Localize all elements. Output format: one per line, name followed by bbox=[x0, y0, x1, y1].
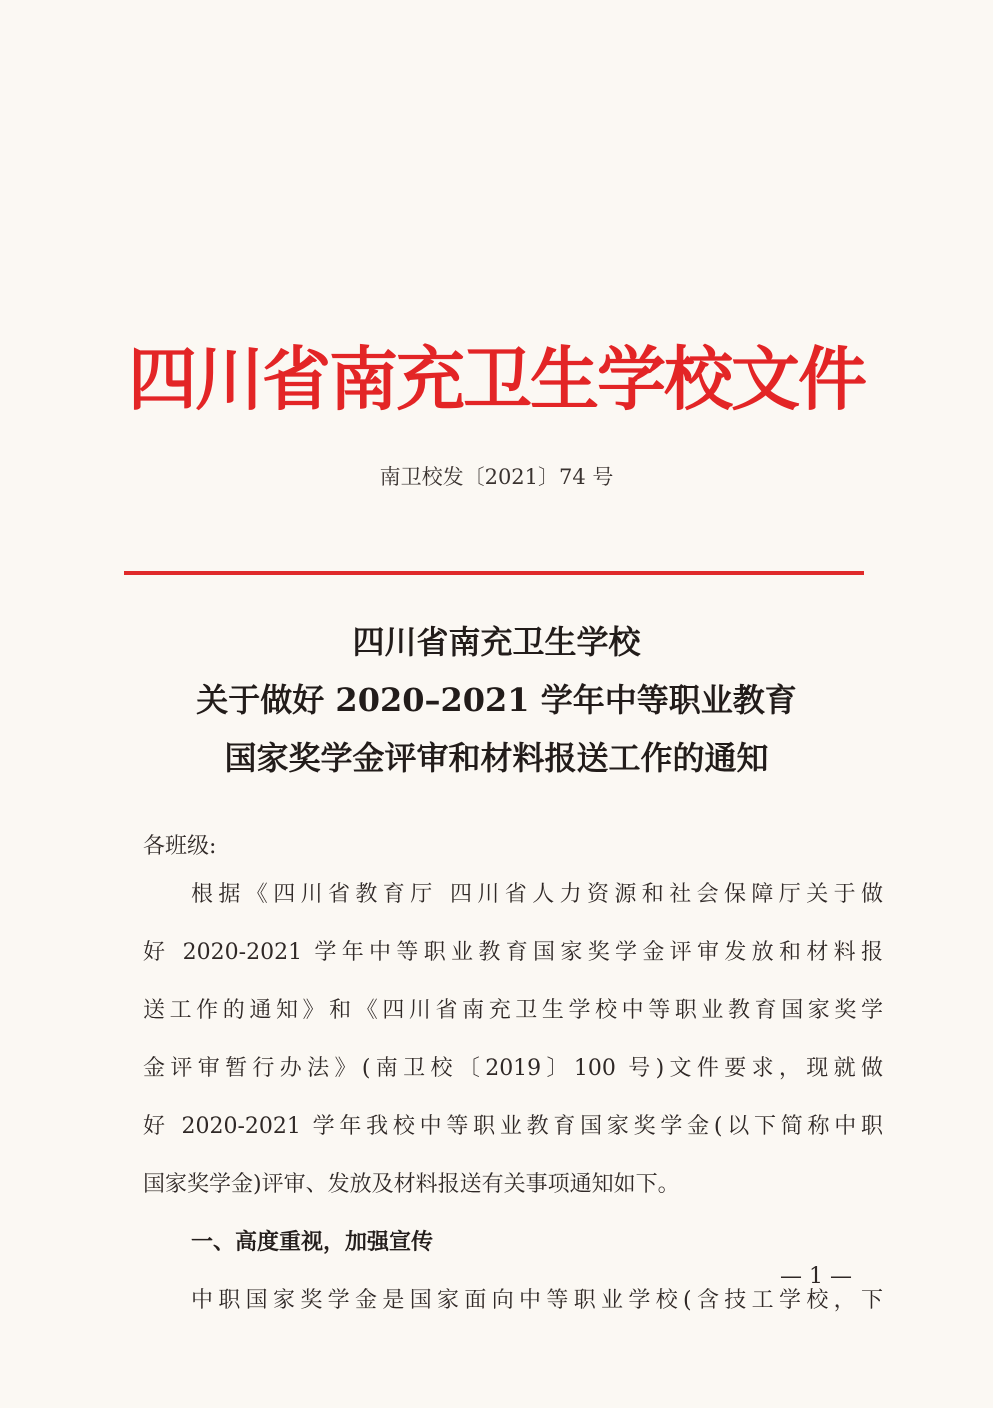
paragraph-1 bbox=[143, 880, 883, 1228]
document-body bbox=[143, 832, 883, 1344]
title-line-2: 关于做好 2020–2021 学年中等职业教育 bbox=[196, 681, 797, 719]
paragraph-line: 送工作的通知》和《四川省南充卫生学校中等职业教育国家奖学 bbox=[143, 998, 883, 1023]
salutation: 各班级: bbox=[143, 834, 217, 859]
document-number: 南卫校发〔2021〕74 号 bbox=[379, 465, 614, 489]
title-line-3: 国家奖学金评审和材料报送工作的通知 bbox=[224, 739, 769, 777]
section-heading: 一、高度重视，加强宣传 bbox=[191, 1230, 434, 1255]
document-title bbox=[0, 613, 993, 787]
paragraph-2-line: 中职国家奖学金是国家面向中等职业学校(含技工学校，下 bbox=[191, 1288, 883, 1313]
page-number: — 1 — bbox=[780, 1264, 852, 1289]
paragraph-line: 金评审暂行办法》(南卫校〔2019〕100 号)文件要求，现就做 bbox=[143, 1056, 883, 1081]
document-masthead: 四川省南充卫生学校文件 bbox=[128, 340, 865, 420]
paragraph-line: 好 2020-2021 学年我校中等职业教育国家奖学金(以下简称中职 bbox=[143, 1114, 883, 1139]
paragraph-line: 根据《四川省教育厅 四川省人力资源和社会保障厅关于做 bbox=[191, 882, 883, 907]
title-line-1: 四川省南充卫生学校 bbox=[352, 623, 641, 661]
red-divider-line bbox=[124, 571, 864, 575]
paragraph-line: 国家奖学金)评审、发放及材料报送有关事项通知如下。 bbox=[143, 1172, 680, 1197]
paragraph-line: 好 2020-2021 学年中等职业教育国家奖学金评审发放和材料报 bbox=[143, 940, 883, 965]
